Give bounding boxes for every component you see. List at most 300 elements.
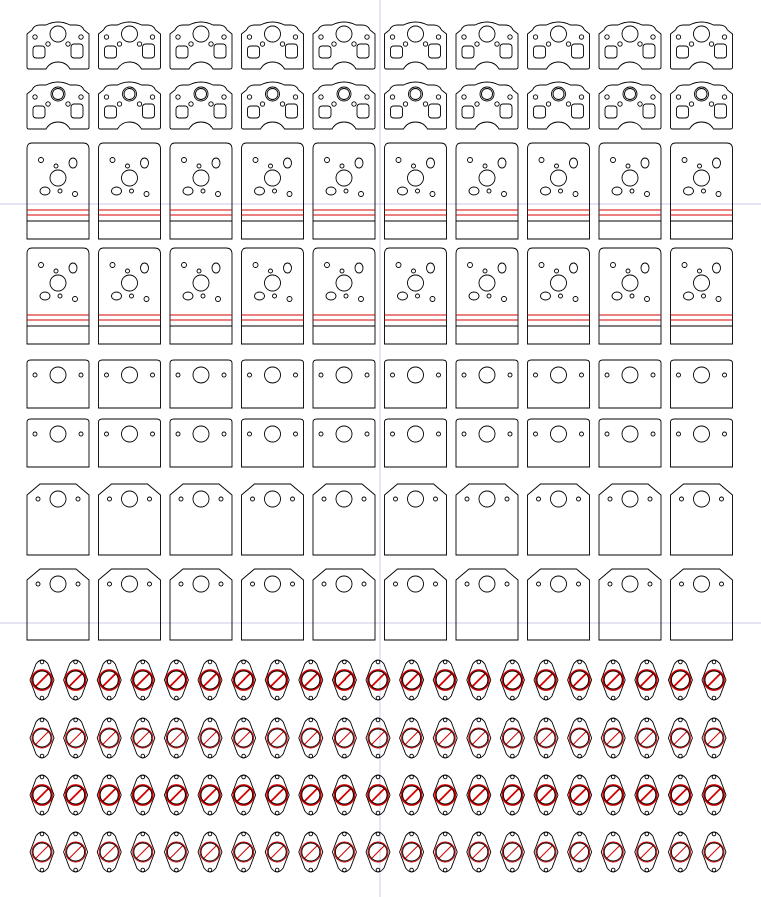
screw-hole-f: [344, 189, 348, 193]
washer-hole-top: [242, 775, 246, 779]
screw-hole-a: [182, 158, 187, 163]
engrave-slash: [405, 788, 419, 802]
mount-hole-mid-right: [638, 102, 642, 106]
diamond-washer: [64, 660, 88, 700]
plate-outline: [99, 82, 161, 129]
bearing-bore: [193, 426, 209, 442]
engrave-slash: [707, 673, 721, 687]
washer-hole-top: [611, 718, 615, 722]
washer-hole-top: [242, 718, 246, 722]
pin-hole-right: [434, 582, 438, 586]
mount-hole-mid-left: [475, 42, 479, 46]
screw-hole-c: [112, 187, 122, 195]
washer-hole-top: [242, 660, 246, 664]
bearing-bore: [622, 426, 638, 442]
diamond-washer: [30, 775, 54, 815]
mount-hole-mid-right: [209, 102, 213, 106]
engrave-slash: [304, 845, 318, 859]
screw-hole-a: [325, 263, 330, 268]
screw-hole-b: [141, 263, 149, 273]
washer-hole-top: [712, 660, 716, 664]
mount-hole-right: [723, 373, 727, 377]
mount-hole-left: [319, 35, 323, 39]
washer-hole-bottom: [242, 868, 246, 872]
center-bore: [552, 87, 566, 101]
washer-hole-bottom: [40, 696, 44, 700]
pivot-tab: [27, 569, 89, 640]
screw-hole-e: [340, 269, 344, 273]
mount-hole-right: [436, 95, 440, 99]
washer-hole-bottom: [578, 754, 582, 758]
screw-hole-c: [326, 292, 336, 300]
washer-hole-bottom: [544, 754, 548, 758]
diamond-washer: [601, 775, 625, 815]
screw-hole-f: [416, 189, 420, 193]
pivot-tab: [170, 569, 232, 640]
washer-hole-top: [242, 832, 246, 836]
washer-hole-bottom: [645, 811, 649, 815]
screw-hole-f: [416, 294, 420, 298]
pin-hole-left: [465, 582, 469, 586]
washer-hole-top: [141, 832, 145, 836]
diamond-washer: [400, 718, 424, 758]
center-bore-inner: [267, 89, 278, 100]
motor-mount-plate: [385, 143, 447, 239]
connector-plate: [385, 22, 447, 69]
mount-hole-mid-left: [260, 42, 264, 46]
left-slot: [105, 106, 117, 118]
diamond-washer: [131, 718, 155, 758]
diamond-washer: [265, 775, 289, 815]
washer-hole-bottom: [511, 754, 515, 758]
bearing-bracket: [528, 360, 590, 408]
washer-hole-top: [410, 775, 414, 779]
mount-hole-left: [33, 432, 37, 436]
screw-hole-e: [412, 269, 416, 273]
washer-hole-top: [275, 832, 279, 836]
motor-mount-plate: [671, 248, 733, 344]
pivot-hole: [122, 491, 138, 507]
left-slot: [176, 46, 188, 58]
screw-hole-c: [684, 292, 694, 300]
screw-hole-a: [396, 158, 401, 163]
diamond-washer: [232, 718, 256, 758]
mount-hole-left: [605, 95, 609, 99]
washer-hole-top: [107, 775, 111, 779]
connector-plate: [385, 82, 447, 129]
motor-bore: [408, 275, 424, 291]
motor-mount-plate: [27, 143, 89, 239]
washer-hole-top: [679, 718, 683, 722]
washer-hole-top: [410, 660, 414, 664]
motor-bore: [122, 170, 138, 186]
motor-bore: [479, 275, 495, 291]
right-slot: [71, 44, 83, 58]
engrave-slash: [472, 731, 486, 745]
diamond-washer: [164, 660, 188, 700]
screw-hole-f: [344, 294, 348, 298]
washer-hole-bottom: [511, 868, 515, 872]
screw-hole-c: [469, 187, 479, 195]
diamond-washer: [433, 832, 457, 872]
connector-plate: [456, 82, 518, 129]
washer-hole-bottom: [410, 696, 414, 700]
washer-hole-bottom: [578, 696, 582, 700]
mount-hole-right: [579, 95, 583, 99]
washer-hole-bottom: [443, 811, 447, 815]
diamond-washer: [265, 660, 289, 700]
diamond-washer: [668, 660, 692, 700]
plate-outline: [27, 82, 89, 129]
screw-hole-e: [555, 269, 559, 273]
screw-hole-c: [612, 292, 622, 300]
screw-hole-d: [73, 192, 78, 197]
screw-hole-f: [273, 189, 277, 193]
diamond-washer: [433, 718, 457, 758]
tab-outline: [242, 484, 304, 555]
washer-hole-top: [40, 775, 44, 779]
diamond-washer: [265, 718, 289, 758]
diamond-washer: [568, 660, 592, 700]
mount-hole-left: [33, 373, 37, 377]
screw-hole-d: [359, 297, 364, 302]
pin-hole-left: [537, 497, 541, 501]
washer-hole-bottom: [175, 868, 179, 872]
washer-hole-bottom: [107, 811, 111, 815]
pin-hole-left: [108, 497, 112, 501]
mount-hole-left: [462, 373, 466, 377]
screw-hole-b: [570, 263, 578, 273]
screw-hole-d: [645, 297, 650, 302]
right-slot: [572, 104, 584, 118]
pin-hole-left: [108, 582, 112, 586]
washer-hole-top: [645, 660, 649, 664]
washer-hole-top: [343, 660, 347, 664]
mount-hole-mid-right: [66, 102, 70, 106]
washer-hole-bottom: [208, 754, 212, 758]
pin-hole-left: [251, 582, 255, 586]
tab-outline: [456, 569, 518, 640]
right-slot: [357, 104, 369, 118]
bearing-bore: [408, 426, 424, 442]
plate-outline: [528, 82, 590, 129]
connector-plate: [599, 22, 661, 69]
diamond-washer: [568, 832, 592, 872]
washer-hole-top: [443, 718, 447, 722]
right-slot: [500, 44, 512, 58]
diamond-washer: [232, 775, 256, 815]
mount-hole-left: [534, 432, 538, 436]
pivot-hole: [50, 576, 66, 592]
left-slot: [248, 46, 260, 58]
pin-hole-right: [720, 497, 724, 501]
pivot-hole: [551, 491, 567, 507]
bearing-bracket: [313, 360, 375, 408]
washer-hole-bottom: [107, 754, 111, 758]
pin-hole-left: [251, 497, 255, 501]
plate-outline: [170, 82, 232, 129]
pivot-tab: [671, 484, 733, 555]
center-bore: [480, 87, 494, 101]
right-slot: [572, 44, 584, 58]
washer-hole-top: [208, 832, 212, 836]
motor-bore: [408, 170, 424, 186]
mount-hole-right: [79, 95, 83, 99]
left-slot: [677, 46, 689, 58]
washer-hole-top: [645, 775, 649, 779]
center-bore-inner: [553, 89, 564, 100]
bearing-bracket: [27, 419, 89, 467]
mount-hole-mid-left: [618, 42, 622, 46]
washer-hole-bottom: [40, 868, 44, 872]
washer-hole-top: [611, 775, 615, 779]
motor-bore: [50, 275, 66, 291]
center-bore: [622, 26, 638, 42]
diamond-washer: [366, 718, 390, 758]
pin-hole-right: [76, 582, 80, 586]
washer-hole-bottom: [410, 868, 414, 872]
tab-outline: [385, 569, 447, 640]
diamond-washer: [601, 832, 625, 872]
engrave-slash: [505, 673, 519, 687]
washer-hole-top: [40, 718, 44, 722]
washer-hole-top: [141, 775, 145, 779]
bearing-bore: [622, 367, 638, 383]
pin-hole-right: [148, 582, 152, 586]
mount-hole-left: [247, 35, 251, 39]
diamond-washer: [500, 775, 524, 815]
washer-hole-bottom: [107, 868, 111, 872]
screw-hole-f: [201, 189, 205, 193]
engrave-slash: [270, 731, 284, 745]
center-bore-inner: [482, 89, 493, 100]
washer-hole-top: [309, 775, 313, 779]
bearing-bracket: [170, 360, 232, 408]
mount-hole-right: [580, 373, 584, 377]
diamond-washer: [635, 660, 659, 700]
washer-hole-bottom: [376, 754, 380, 758]
motor-mount-plate: [528, 248, 590, 344]
screw-hole-f: [559, 189, 563, 193]
engrave-slash: [337, 845, 351, 859]
center-bore: [122, 26, 138, 42]
washer-hole-bottom: [477, 811, 481, 815]
washer-hole-bottom: [74, 811, 78, 815]
engrave-slash: [707, 845, 721, 859]
bearing-bracket: [385, 419, 447, 467]
screw-hole-a: [110, 158, 115, 163]
pin-hole-right: [362, 582, 366, 586]
pivot-tab: [456, 569, 518, 640]
left-slot: [605, 46, 617, 58]
engrave-slash: [203, 845, 217, 859]
left-slot: [605, 106, 617, 118]
washer-hole-top: [511, 775, 515, 779]
mount-hole-right: [365, 432, 369, 436]
mount-hole-left: [534, 373, 538, 377]
screw-hole-b: [212, 158, 220, 168]
bearing-bracket: [456, 360, 518, 408]
screw-hole-a: [539, 263, 544, 268]
pin-hole-right: [648, 582, 652, 586]
screw-hole-a: [110, 263, 115, 268]
bearing-bracket: [242, 360, 304, 408]
washer-hole-bottom: [511, 811, 515, 815]
mount-hole-mid-right: [66, 42, 70, 46]
diamond-washer: [534, 718, 558, 758]
diamond-washer: [635, 832, 659, 872]
diamond-washer: [198, 718, 222, 758]
pin-hole-right: [505, 582, 509, 586]
washer-hole-bottom: [74, 696, 78, 700]
bearing-bore: [694, 367, 710, 383]
screw-hole-f: [58, 189, 62, 193]
pin-hole-right: [648, 497, 652, 501]
center-bore-inner: [196, 89, 207, 100]
diamond-washer: [668, 775, 692, 815]
center-bore-inner: [339, 89, 350, 100]
mount-hole-mid-left: [117, 102, 121, 106]
diamond-washer: [635, 775, 659, 815]
pivot-tab: [99, 484, 161, 555]
engrave-slash: [136, 731, 150, 745]
bearing-bore: [336, 426, 352, 442]
screw-hole-a: [682, 158, 687, 163]
engrave-slash: [102, 845, 116, 859]
screw-hole-d: [573, 297, 578, 302]
diamond-washer: [366, 775, 390, 815]
bearing-bore: [265, 367, 281, 383]
engrave-slash: [270, 788, 284, 802]
diamond-washer: [131, 660, 155, 700]
screw-hole-c: [326, 187, 336, 195]
mount-hole-mid-left: [546, 42, 550, 46]
mount-hole-left: [33, 35, 37, 39]
mount-hole-right: [437, 432, 441, 436]
engrave-slash: [203, 788, 217, 802]
screw-hole-e: [555, 164, 559, 168]
diamond-washer: [30, 718, 54, 758]
bearing-bore: [694, 426, 710, 442]
screw-hole-d: [144, 192, 149, 197]
mount-hole-mid-right: [566, 102, 570, 106]
plate-outline: [385, 22, 447, 69]
diamond-washer: [366, 832, 390, 872]
plate-outline: [599, 22, 661, 69]
bearing-bracket: [671, 360, 733, 408]
washer-hole-top: [309, 660, 313, 664]
mount-hole-right: [508, 432, 512, 436]
tab-outline: [599, 484, 661, 555]
washer-hole-bottom: [309, 754, 313, 758]
motor-mount-plate: [242, 248, 304, 344]
connector-plate: [528, 22, 590, 69]
washer-hole-bottom: [477, 754, 481, 758]
motor-mount-plate: [27, 248, 89, 344]
engrave-slash: [438, 788, 452, 802]
washer-hole-top: [712, 832, 716, 836]
mount-hole-right: [722, 35, 726, 39]
right-slot: [500, 104, 512, 118]
left-slot: [462, 46, 474, 58]
left-slot: [105, 46, 117, 58]
washer-hole-top: [511, 832, 515, 836]
diamond-washer: [467, 775, 491, 815]
engrave-slash: [606, 788, 620, 802]
washer-hole-top: [40, 832, 44, 836]
screw-hole-e: [698, 164, 702, 168]
mount-hole-left: [319, 373, 323, 377]
diamond-washer: [265, 832, 289, 872]
pin-hole-left: [680, 582, 684, 586]
pin-hole-left: [36, 582, 40, 586]
mount-hole-left: [533, 35, 537, 39]
washer-hole-bottom: [376, 696, 380, 700]
washer-hole-top: [443, 832, 447, 836]
screw-hole-c: [183, 187, 193, 195]
mount-hole-mid-left: [189, 42, 193, 46]
diamond-washer: [332, 660, 356, 700]
washer-hole-bottom: [443, 868, 447, 872]
bearing-bracket: [456, 419, 518, 467]
engrave-slash: [707, 731, 721, 745]
engrave-slash: [35, 731, 49, 745]
screw-hole-b: [498, 158, 506, 168]
engrave-slash: [673, 673, 687, 687]
bearing-bracket: [99, 419, 161, 467]
mount-hole-left: [391, 432, 395, 436]
pin-hole-right: [362, 497, 366, 501]
pin-hole-left: [322, 582, 326, 586]
plate-outline: [456, 22, 518, 69]
mount-hole-mid-right: [495, 42, 499, 46]
diamond-washer: [668, 718, 692, 758]
engrave-slash: [69, 673, 83, 687]
tab-outline: [27, 569, 89, 640]
right-slot: [429, 44, 441, 58]
engrave-slash: [438, 845, 452, 859]
engrave-slash: [35, 788, 49, 802]
diamond-washer: [97, 775, 121, 815]
motor-mount-plate: [99, 143, 161, 239]
left-slot: [534, 106, 546, 118]
screw-hole-c: [684, 187, 694, 195]
engrave-slash: [539, 673, 553, 687]
mount-hole-left: [605, 35, 609, 39]
diamond-washer: [64, 832, 88, 872]
washer-hole-bottom: [141, 868, 145, 872]
bearing-bore: [479, 367, 495, 383]
screw-hole-b: [355, 158, 363, 168]
mount-hole-left: [390, 35, 394, 39]
pin-hole-right: [434, 497, 438, 501]
screw-hole-f: [273, 294, 277, 298]
left-slot: [248, 106, 260, 118]
engrave-slash: [640, 788, 654, 802]
screw-hole-a: [39, 263, 44, 268]
bearing-bracket: [99, 360, 161, 408]
bearing-bracket: [599, 419, 661, 467]
mount-hole-right: [222, 432, 226, 436]
plate-outline: [671, 82, 733, 129]
center-bore: [51, 87, 65, 101]
screw-hole-c: [398, 187, 408, 195]
screw-hole-a: [39, 158, 44, 163]
screw-hole-d: [430, 297, 435, 302]
screw-hole-e: [126, 164, 130, 168]
washer-hole-top: [343, 718, 347, 722]
screw-hole-f: [702, 189, 706, 193]
